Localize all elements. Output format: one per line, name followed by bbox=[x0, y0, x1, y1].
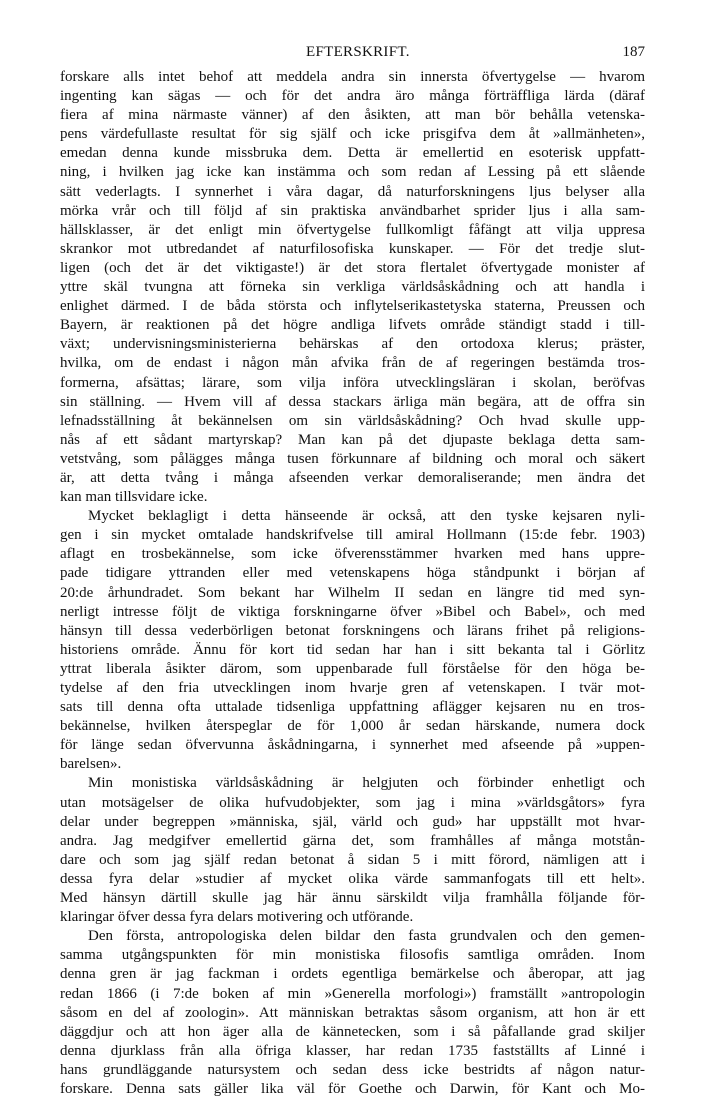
text-line: ligen (och det är det viktigaste!) är det stora flertalet öfvertygade monister af bbox=[60, 259, 645, 276]
text-line: lefnadsställning åt bekännelsen om sin världsåskådning? Och hvad skulle upp- bbox=[60, 412, 645, 429]
text-line: Mycket beklagligt i detta hänseende är också, att den tyske kejsaren nyli- bbox=[88, 508, 645, 525]
text-line: hvilka, om de endast i någon mån afvika från de af regeringen bestämda tros- bbox=[60, 355, 645, 372]
text-line: ning, i hvilken jag icke kan instämma och som redan af Lessing på ett slående bbox=[60, 164, 645, 181]
text-line: dessa fyra delar »studier af mycket olika värde sammanfogats till ett helt». bbox=[60, 870, 645, 887]
text-line: hans grundläggande natursystem och sedan dess icke bestridts af någon natur- bbox=[60, 1061, 645, 1078]
page-number: 187 bbox=[622, 44, 645, 60]
text-line: yttre skäl tvungna att förneka sin verkliga världsåskådning och att handla i bbox=[60, 279, 645, 296]
text-line: bekännelse, hvilken återspeglar de för 1,000 år sedan härskande, numera dock bbox=[60, 718, 645, 735]
text-line: Med hänsyn därtill skulle jag här ännu särskildt vilja framhålla följande för- bbox=[60, 890, 645, 907]
text-line: formerna, afsättas; lärare, som vilja införa utvecklingsläran i skolan, beröfvas bbox=[60, 374, 645, 391]
body-text bbox=[60, 68, 645, 1099]
text-line: gen i sin mycket omtalade handskrifvelse till amiral Hollmann (15:de febr. 1903) bbox=[60, 527, 645, 544]
text-line: hänsyn till dessa vederbörligen betonat forskningens och lärans frihet på religions- bbox=[60, 622, 645, 639]
text-line: sats till denna ofta uttalade tidsenliga uppfattning aflägger kejsaren nu en tros- bbox=[60, 699, 645, 716]
text-line: delar under begreppen »människa, själ, värld och gud» har uppställt mot hvar- bbox=[60, 813, 645, 830]
text-line: aflagt en trosbekännelse, som icke öfverensstämmer hvarken med hans uppre- bbox=[60, 546, 645, 563]
text-line: för länge sedan öfvervunna åskådningarna, i synnerhet med afseende på »uppen- bbox=[60, 737, 645, 754]
text-line: Den första, antropologiska delen bildar den fasta grundvalen och den gemen- bbox=[88, 928, 645, 945]
running-title: EFTERSKRIFT. bbox=[306, 44, 410, 60]
text-line: emedan denna kunde missbruka dem. Detta är emellertid en esoterisk uppfatt- bbox=[60, 145, 645, 162]
text-line: nås af ett sådant martyrskap? Man kan på det djupaste beklaga detta sam- bbox=[60, 431, 645, 448]
text-line: kan man tillsvidare icke. bbox=[60, 489, 208, 506]
text-line: barelsen». bbox=[60, 756, 122, 773]
text-line: utan motsägelser de olika hufvudobjekter, som jag i mina »världsgåtors» fyra bbox=[60, 794, 645, 811]
text-line: skrankor mot utbredandet af naturfilosofiska kunskaper. — För det tredje slut- bbox=[60, 240, 645, 257]
text-line: dare och som jag själf redan betonat å sidan 5 i mitt förord, nämligen att i bbox=[60, 851, 645, 868]
text-line: däggdjur och att hon äger alla de kännetecken, som i så påfallande grad skiljer bbox=[60, 1023, 645, 1040]
text-line: denna djurklass från alla öfriga klasser, har redan 1735 fastställts af Linné i bbox=[60, 1042, 645, 1059]
paragraph bbox=[60, 774, 645, 927]
page-header bbox=[60, 44, 645, 64]
text-line: historiens område. Ännu för kort tid sedan har han i sitt bekanta tal i Görlitz bbox=[60, 641, 645, 658]
text-line: forskare alls intet behof att meddela andra sin innersta öfvertygelse — hvarom bbox=[60, 69, 645, 85]
text-line: forskare. Denna sats gäller lika väl för Goethe och Darwin, för Kant och Mo- bbox=[60, 1080, 645, 1097]
text-line: redan 1866 (i 7:de boken af min »Generella morfologi») framställt »antropologin bbox=[60, 985, 645, 1002]
text-line: är, att detta tvång i många afseenden verkar demoraliserande; men ändra det bbox=[60, 469, 645, 486]
paragraph bbox=[60, 507, 645, 774]
text-line: fiera af mina närmaste vänner) af den åsikten, att man bör behålla vetenska- bbox=[60, 107, 645, 124]
text-line: yttrat liberala åsikter därom, som uppenbarade full förståelse för den höga be- bbox=[60, 660, 645, 677]
text-line: ingenting kan sägas — och för det andra äro många förträffliga lärda (däraf bbox=[60, 88, 645, 105]
text-line: pens värdefullaste resultat för sig själf och icke prisgifva dem åt »allmänheten», bbox=[60, 126, 645, 143]
text-line: pade tidigare yttranden eller med vetenskapens höga ståndpunkt i början af bbox=[60, 565, 645, 582]
text-line: vetstvång, som pålägges många tusen förkunnare af bildning och moral och säkert bbox=[60, 450, 645, 467]
text-line: tydelse af den fria utvecklingen inom hvarje gren af vetenskapen. I tvär mot- bbox=[60, 680, 645, 696]
text-line: andra. Jag medgifver emellertid gärna det, som framhålles af många motstån- bbox=[60, 832, 645, 849]
text-line: hällsklasser, är det enligt min öfvertygelse fullkomligt fåfängt att vilja uppresa bbox=[60, 221, 645, 238]
text-line: samma utgångspunkten för min monistiska filosofis samtliga områden. Inom bbox=[60, 947, 645, 964]
text-line: denna gren är jag fackman i ordets egentliga bemärkelse och åberopar, att jag bbox=[60, 966, 645, 983]
text-line: Bayern, är reaktionen på det högre andliga lifvets område ständigt stadd i till- bbox=[60, 317, 645, 334]
text-line: växt; undervisningsministerierna behärskas af den ortodoxa klerus; präster, bbox=[60, 336, 645, 353]
text-line: sin ställning. — Hvem vill af dessa stackars ärliga män begära, att de offra sin bbox=[60, 393, 645, 410]
text-line: klaringar öfver dessa fyra delars motivering och utförande. bbox=[60, 909, 414, 926]
text-line: nerligt intresse följt de viktiga forskningarne öfver »Bibel och Babel», och med bbox=[60, 603, 645, 620]
text-line: enlighet därmed. I de båda största och inflytelserikastetyska staterna, Preussen och bbox=[60, 298, 645, 315]
text-line: såsom en del af zoologin». Att människan betraktas såsom organism, att hon är ett bbox=[60, 1004, 645, 1021]
text-line: sätt vederlagts. I synnerhet i våra dagar, då naturforskningens ljus belyser alla bbox=[60, 183, 645, 200]
text-line: mörka vrår och till följd af sin praktiska användbarhet sprider ljus i alla sam- bbox=[60, 202, 645, 219]
text-line: Min monistiska världsåskådning är helgjuten och förbinder enhetligt och bbox=[88, 775, 645, 792]
text-line: 20:de århundradet. Som bekant har Wilhelm II sedan en längre tid med syn- bbox=[60, 584, 645, 601]
paragraph bbox=[60, 927, 645, 1099]
paragraph bbox=[60, 68, 645, 507]
